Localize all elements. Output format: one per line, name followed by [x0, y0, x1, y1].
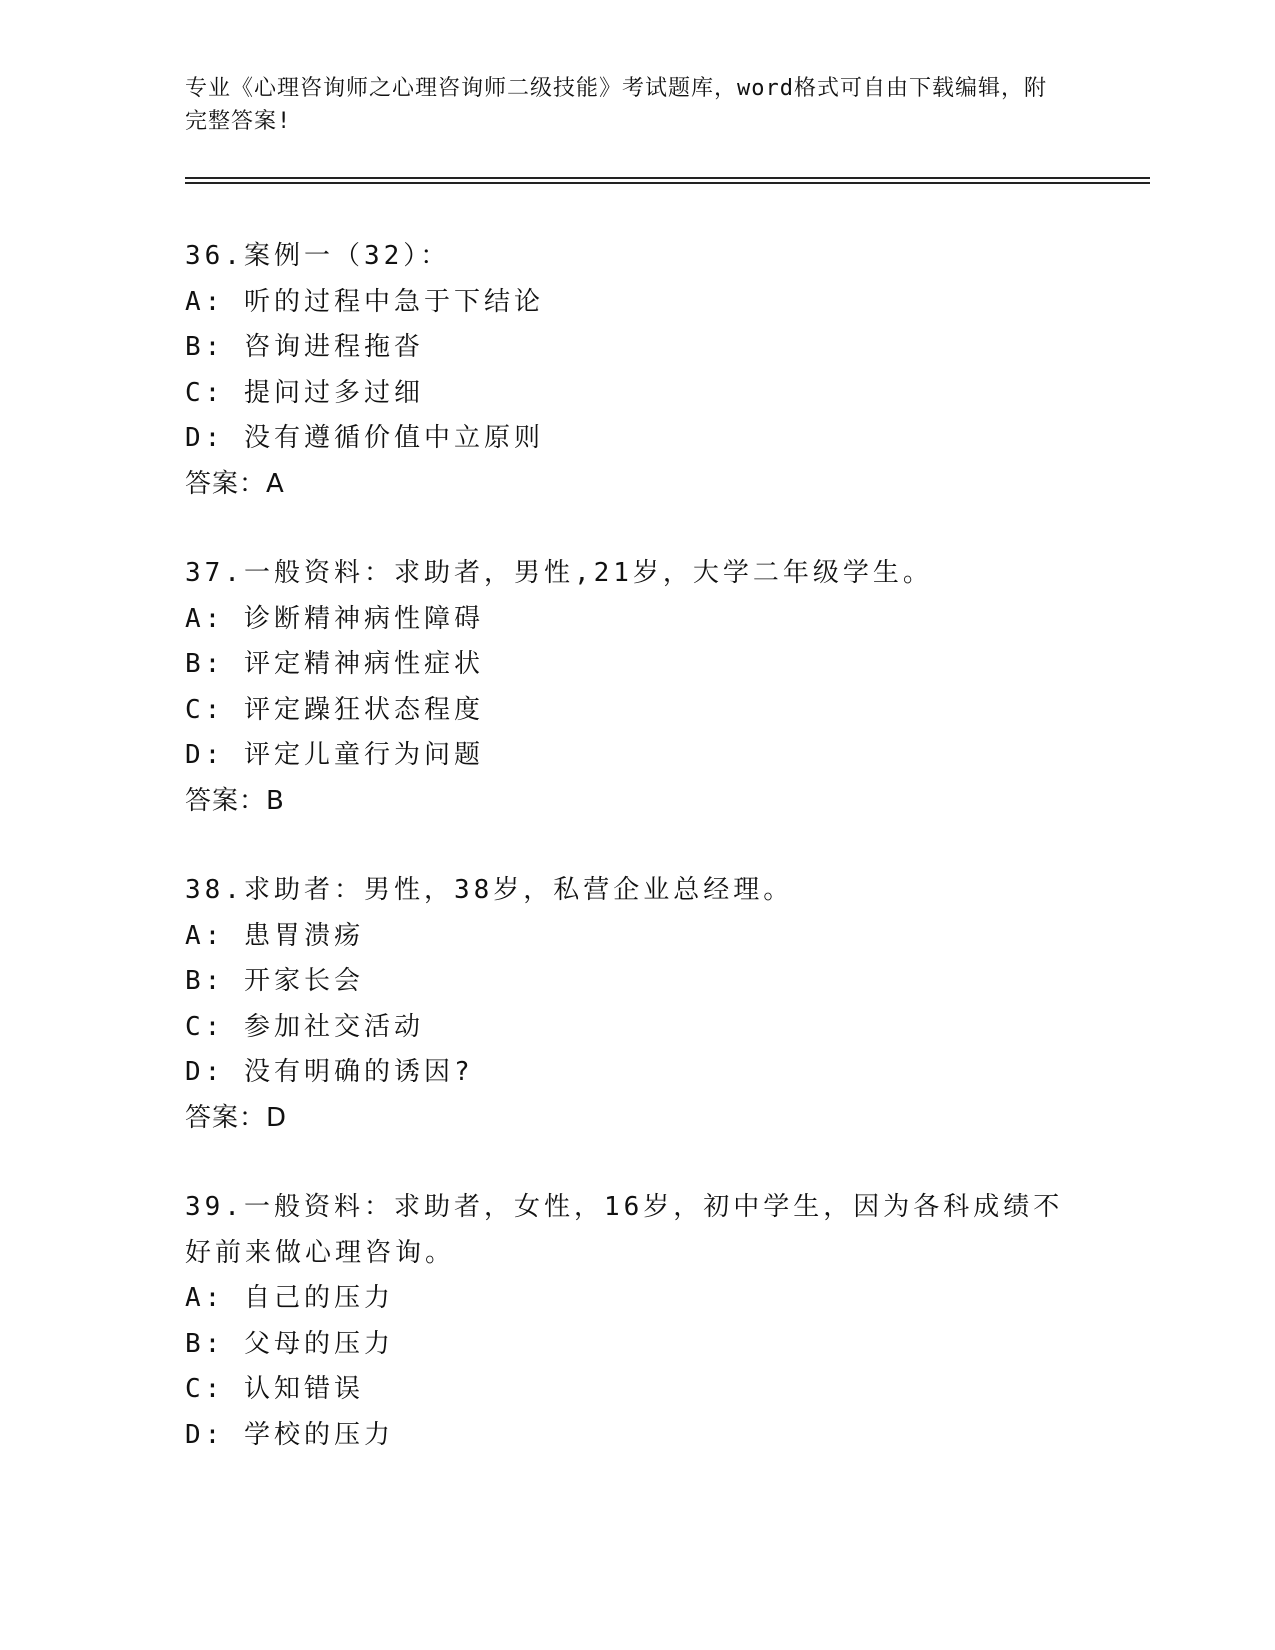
option-a: A: 听的过程中急于下结论	[185, 286, 544, 317]
option-b: B: 父母的压力	[185, 1328, 394, 1359]
answer-line: 答案：A	[185, 468, 285, 499]
question-38	[185, 868, 1085, 1141]
question-stem: 36.案例一（32）：	[185, 241, 451, 271]
option-a: A: 患胃溃疡	[185, 920, 364, 951]
question-stem: 37.一般资料：求助者，男性,21岁，大学二年级学生。	[185, 558, 933, 588]
option-c: C: 提问过多过细	[185, 377, 424, 408]
option-d: D: 学校的压力	[185, 1419, 394, 1450]
option-d: D: 没有遵循价值中立原则	[185, 423, 544, 453]
option-a: A: 自己的压力	[185, 1283, 394, 1313]
question-list	[185, 234, 1085, 1502]
option-d: D: 没有明确的诱因?	[185, 1057, 474, 1087]
option-b: B: 评定精神病性症状	[185, 649, 484, 679]
answer-line: 答案：D	[185, 1102, 288, 1133]
header-rule-bottom	[185, 182, 1150, 184]
option-c: C: 参加社交活动	[185, 1011, 424, 1042]
answer-line: 答案：B	[185, 785, 285, 816]
question-39	[185, 1185, 1085, 1458]
option-b: B: 开家长会	[185, 966, 364, 996]
document-header: 专业《心理咨询师之心理咨询师二级技能》考试题库，word格式可自由下载编辑，附完整答案!	[185, 76, 1047, 134]
option-c: C: 评定躁狂状态程度	[185, 694, 484, 725]
option-c: C: 认知错误	[185, 1374, 364, 1404]
question-stem: 39.一般资料：求助者，女性，16岁，初中学生，因为各科成绩不好前来做心理咨询。	[185, 1192, 1064, 1268]
option-d: D: 评定儿童行为问题	[185, 740, 484, 770]
question-36	[185, 234, 1085, 507]
header-rule-top	[185, 177, 1150, 179]
option-a: A: 诊断精神病性障碍	[185, 603, 484, 634]
question-37	[185, 551, 1085, 824]
option-b: B: 咨询进程拖沓	[185, 332, 424, 362]
question-stem: 38.求助者：男性，38岁，私营企业总经理。	[185, 875, 794, 905]
